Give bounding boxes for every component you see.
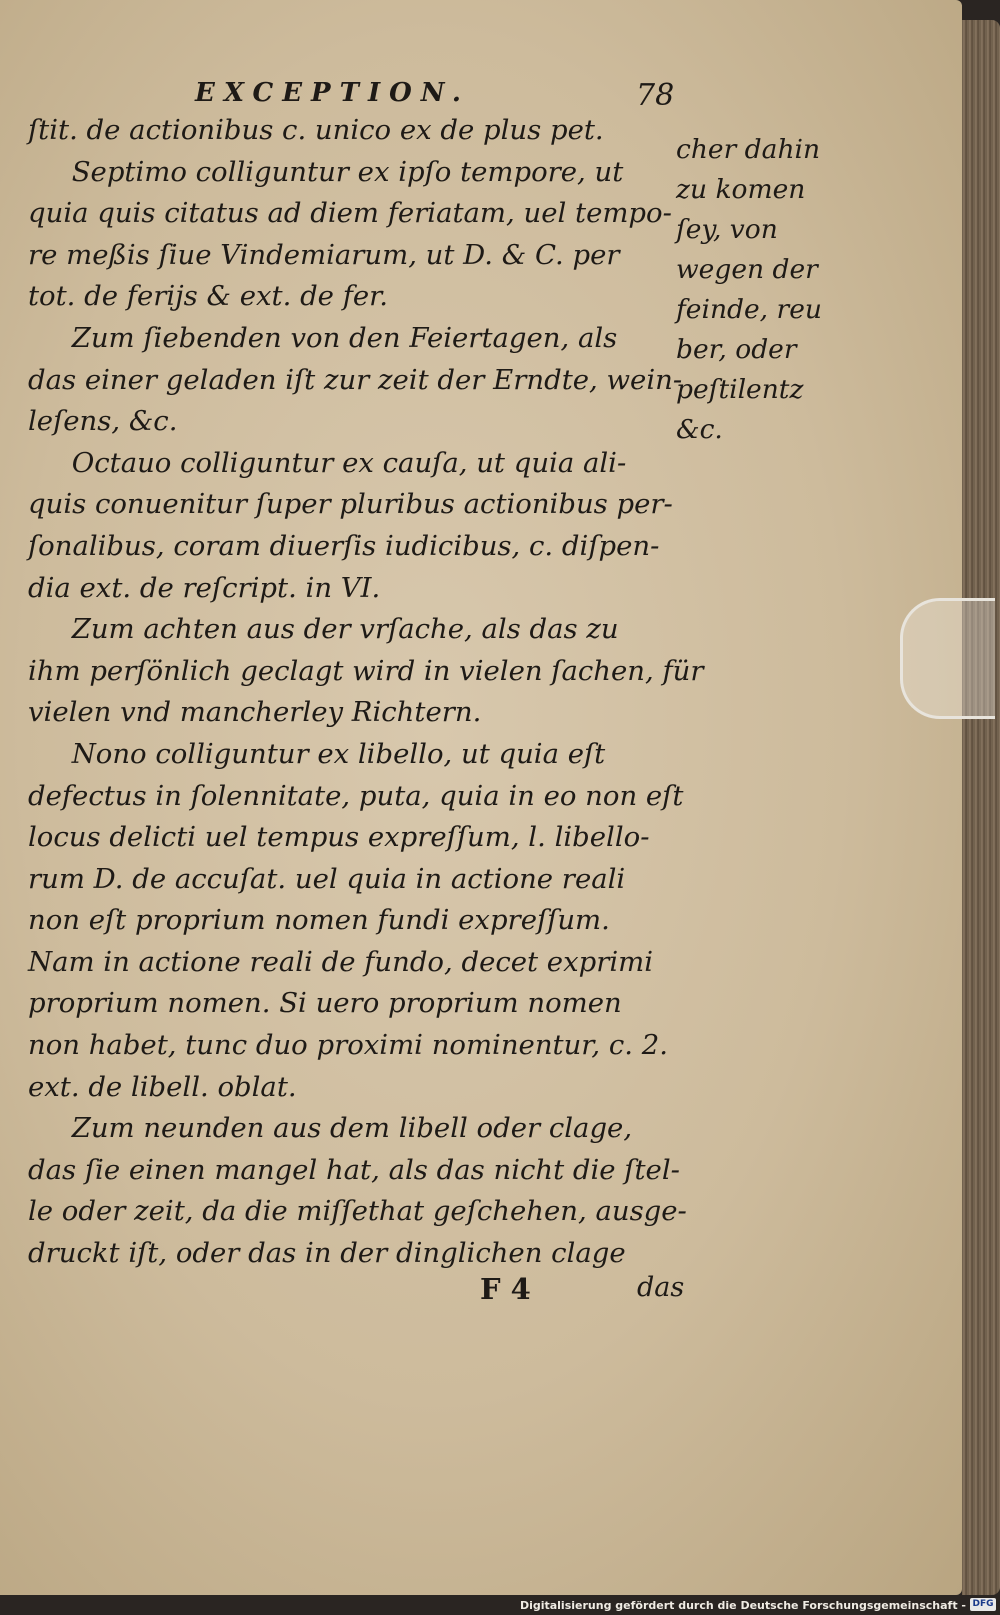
text-line: le oder zeit, da die miſſethat geſchehen, ausge- <box>28 1195 687 1228</box>
text-line: tot. de ferijs & ext. de fer. <box>28 280 389 313</box>
text-line: Zum neunden aus dem libell oder clage, <box>28 1112 633 1145</box>
page-edge <box>962 20 1000 1595</box>
text-line: ihm perſönlich geclagt wird in vielen ſachen, für <box>28 654 704 687</box>
text-line: das einer geladen iſt zur zeit der Erndte, wein- <box>28 363 683 396</box>
text-line: Zum ſiebenden von den Feiertagen, als <box>28 321 618 354</box>
text-line: dia ext. de reſcript. in VI. <box>28 571 381 604</box>
margin-note-line: peſtilentz <box>676 374 804 405</box>
signature-mark: F 4 <box>480 1272 531 1306</box>
margin-note-line: zu komen <box>676 174 806 205</box>
text-line: Nam in actione reali de fundo, decet exprimi <box>28 945 654 978</box>
text-line: druckt iſt, oder das in der dinglichen clage <box>28 1237 626 1270</box>
text-line: proprium nomen. Si uero proprium nomen <box>28 987 622 1020</box>
text-line: vielen vnd mancherley Richtern. <box>28 696 482 729</box>
main-text-block <box>28 110 704 1275</box>
catchword: das <box>637 1272 685 1303</box>
dfg-logo-icon: DFG <box>970 1598 996 1611</box>
text-line: quis conuenitur ſuper pluribus actionibus per- <box>28 488 673 521</box>
text-line: non eſt proprium nomen fundi expreſſum. <box>28 904 610 937</box>
text-line: Octauo colliguntur ex cauſa, ut quia ali- <box>28 446 627 479</box>
running-head: EXCEPTION. <box>195 78 470 108</box>
margin-note-line: ſey, von <box>676 214 778 245</box>
text-line: quia quis citatus ad diem feriatam, uel tempo- <box>28 197 672 230</box>
text-line: leſens, &c. <box>28 405 178 438</box>
text-line: Septimo colliguntur ex ipſo tempore, ut <box>28 155 624 188</box>
margin-note-line: &c. <box>676 414 723 445</box>
digitization-credit: Digitalisierung gefördert durch die Deutsche Forschungsgemeinschaft - <box>519 1599 966 1612</box>
text-line: rum D. de accuſat. uel quia in actione reali <box>28 862 626 895</box>
text-line: defectus in ſolennitate, puta, quia in eo non eſt <box>28 779 684 812</box>
text-line: ext. de libell. oblat. <box>28 1070 297 1103</box>
margin-note <box>676 130 856 450</box>
margin-note-line: cher dahin <box>676 134 821 165</box>
page-clip <box>900 598 995 719</box>
margin-note-line: feinde, reu <box>676 294 822 325</box>
text-line: ſtit. de actionibus c. unico ex de plus pet. <box>28 114 604 146</box>
text-line: ſonalibus, coram diuerſis iudicibus, c. diſpen- <box>28 529 660 562</box>
page-number: 78 <box>636 78 675 113</box>
text-line: das ſie einen mangel hat, als das nicht die ſtel- <box>28 1153 680 1186</box>
text-line: Nono colliguntur ex libello, ut quia eſt <box>28 737 606 770</box>
text-line: Zum achten aus der vrſache, als das zu <box>28 613 619 646</box>
margin-note-line: wegen der <box>676 254 818 285</box>
text-line: non habet, tunc duo proximi nominentur, c. 2. <box>28 1029 669 1062</box>
margin-note-line: ber, oder <box>676 334 797 365</box>
text-line: re meßis ſiue Vindemiarum, ut D. & C. per <box>28 238 620 271</box>
text-line: locus delicti uel tempus expreſſum, l. libello- <box>28 821 650 854</box>
